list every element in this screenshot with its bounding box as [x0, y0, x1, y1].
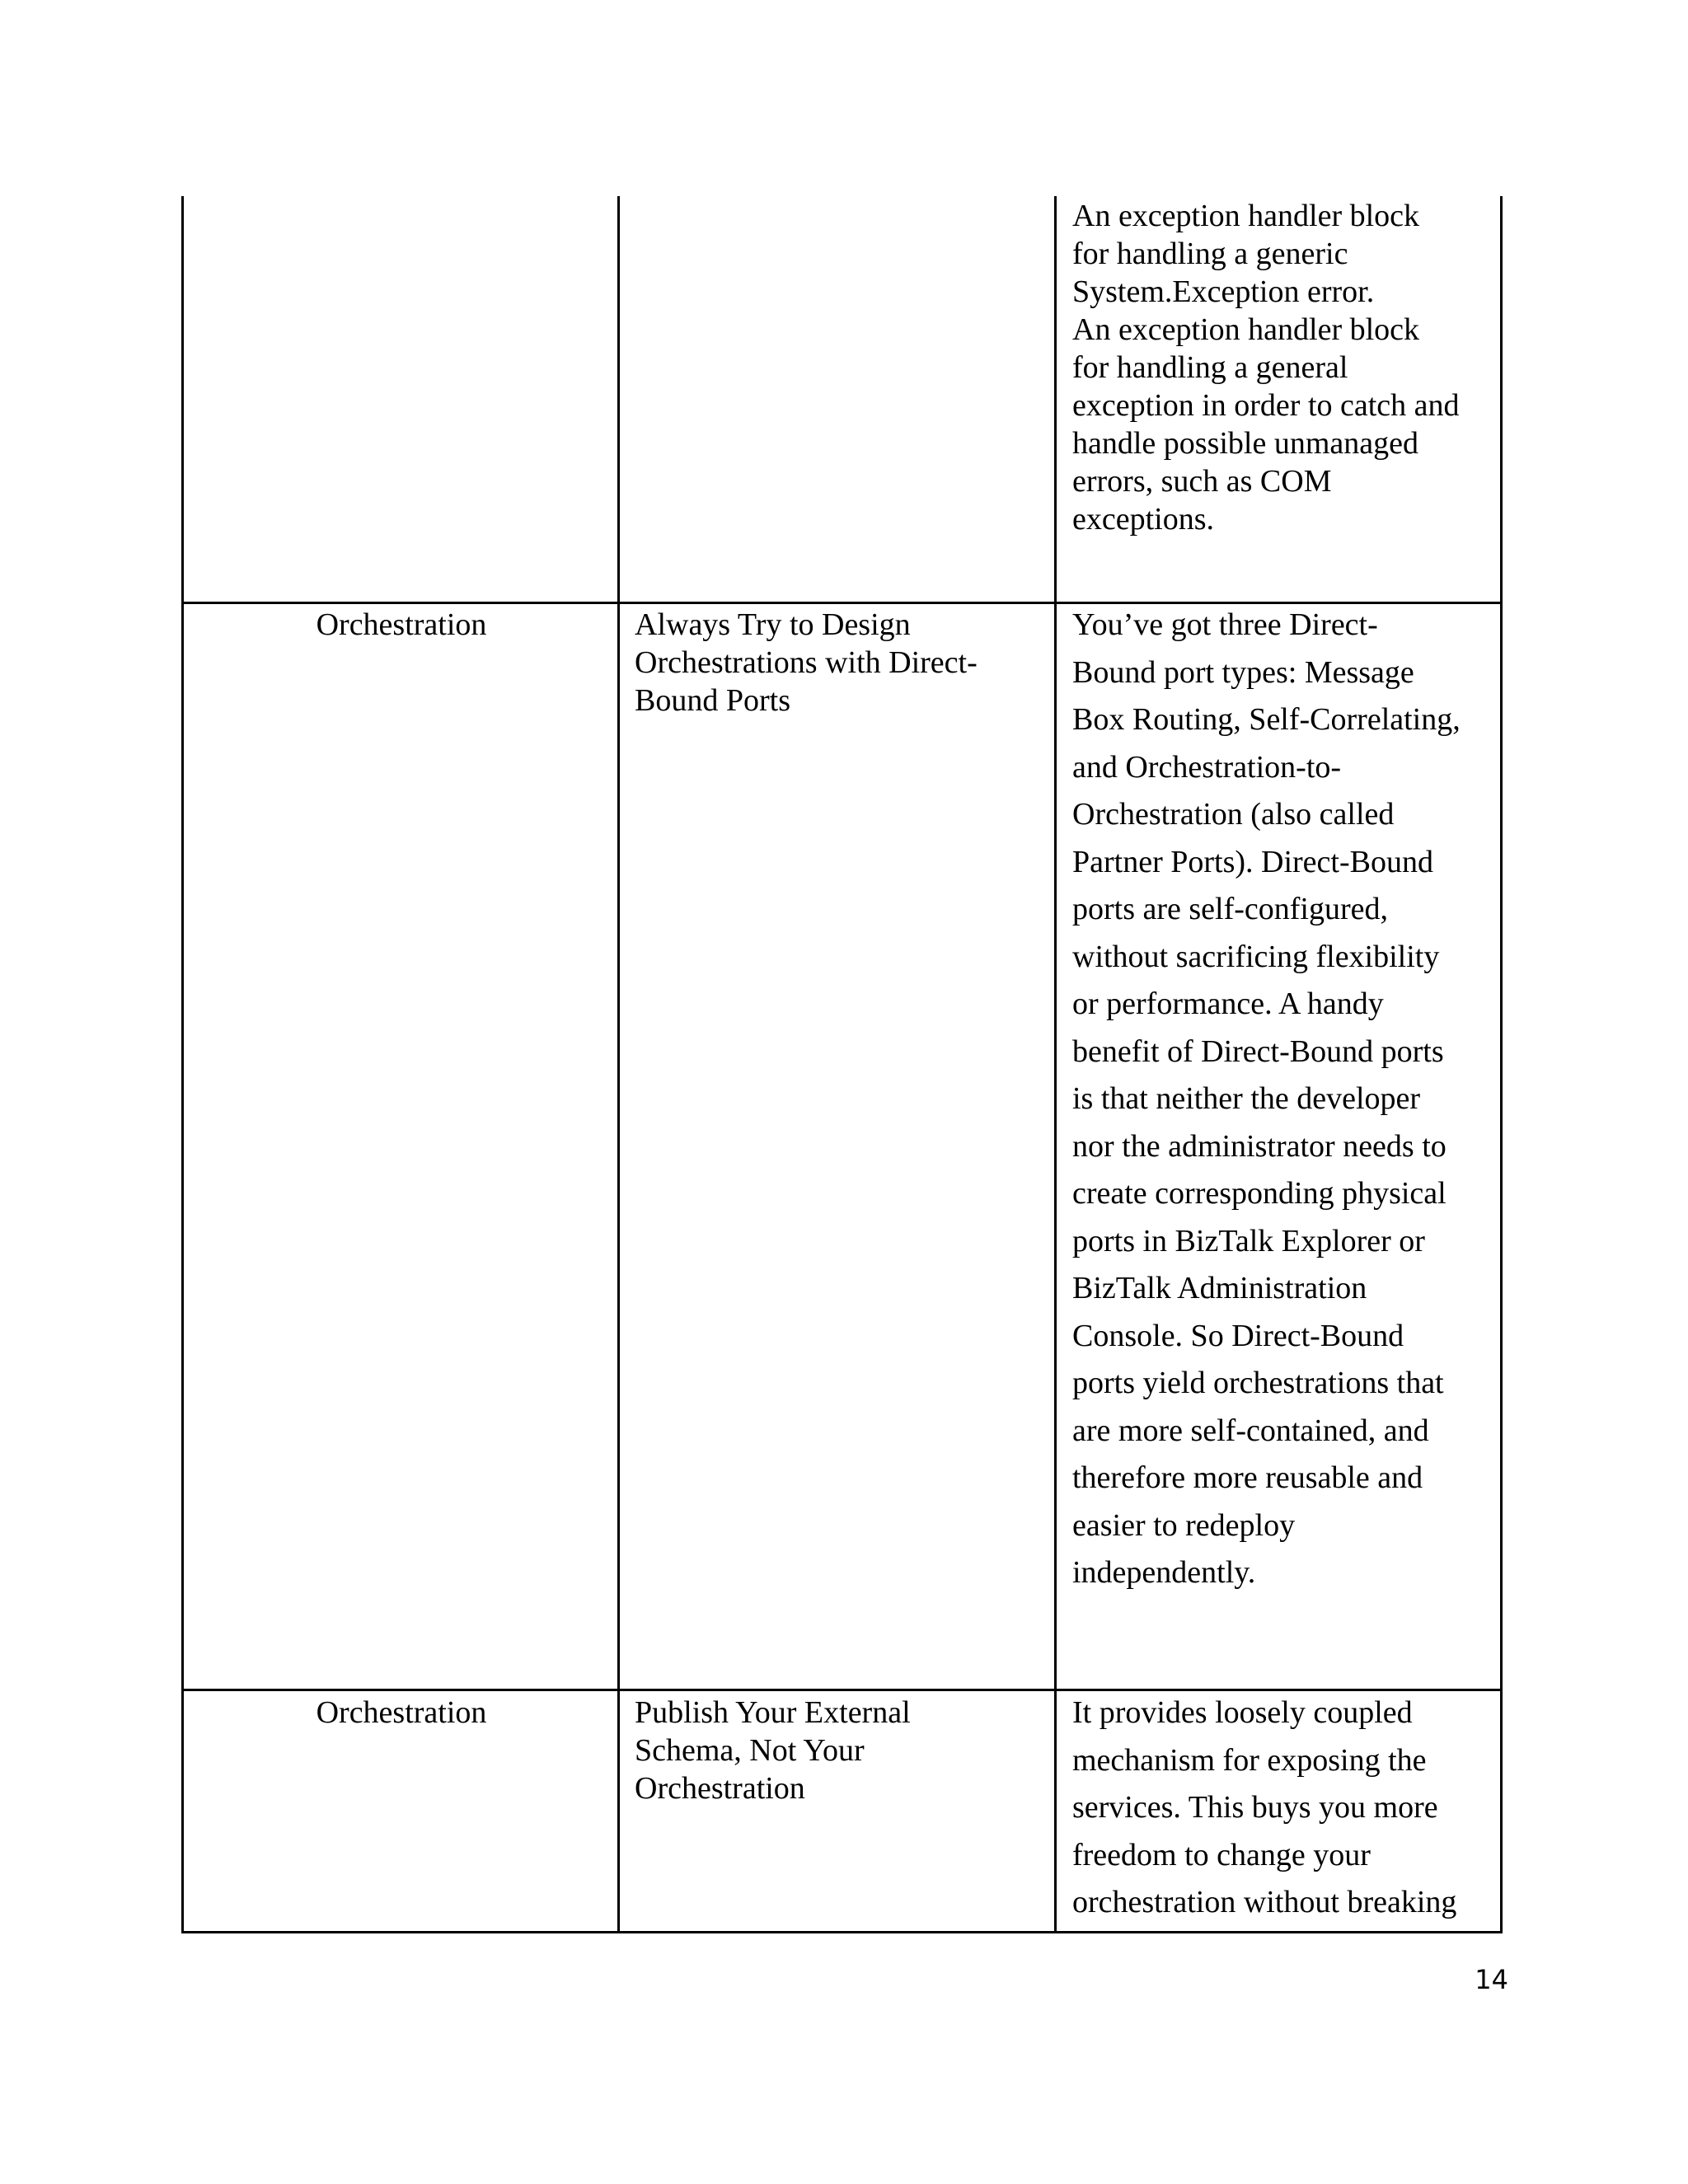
practice-line: Publish Your External: [635, 1695, 911, 1730]
description-line: exceptions.: [1072, 502, 1215, 537]
description-line: independently.: [1072, 1555, 1256, 1590]
column-divider-2: [1054, 196, 1057, 1933]
practice-line: Orchestrations with Direct-: [635, 645, 978, 680]
practice-line: Always Try to Design: [635, 607, 911, 642]
description-line: orchestration without breaking: [1072, 1885, 1457, 1919]
table-border-bottom: [181, 1931, 1503, 1933]
description-line: freedom to change your: [1072, 1837, 1371, 1872]
table-row-2-category: Orchestration: [316, 1695, 487, 1730]
description-line: BizTalk Administration: [1072, 1271, 1367, 1305]
table-row-2-practice: [635, 1694, 911, 1807]
table-row-1-category: Orchestration: [316, 607, 487, 642]
column-divider-1: [617, 196, 620, 1933]
description-line: handle possible unmanaged: [1072, 426, 1419, 461]
description-line: Orchestration (also called: [1072, 797, 1395, 832]
practice-line: Schema, Not Your: [635, 1733, 865, 1768]
description-line: An exception handler block: [1072, 312, 1420, 347]
description-line: create corresponding physical: [1072, 1176, 1447, 1211]
description-line: It provides loosely coupled: [1072, 1695, 1413, 1730]
description-line: Partner Ports). Direct-Bound: [1072, 844, 1433, 879]
description-line: mechanism for exposing the: [1072, 1742, 1427, 1778]
description-line: is that neither the developer: [1072, 1081, 1421, 1116]
table-border-right: [1500, 196, 1503, 1933]
table-row-1-description: [1072, 602, 1461, 1597]
description-line: without sacrificing flexibility: [1072, 939, 1440, 974]
table-row-continued-description: [1072, 197, 1460, 538]
description-line: and Orchestration-to-: [1072, 749, 1342, 785]
description-line: ports yield orchestrations that: [1072, 1366, 1444, 1400]
table-row-1-practice: [635, 606, 978, 719]
description-line: Bound port types: Message: [1072, 654, 1414, 690]
description-line: for handling a generic: [1072, 237, 1348, 271]
description-line: Console. So Direct-Bound: [1072, 1318, 1404, 1353]
description-line: exception in order to catch and: [1072, 388, 1460, 423]
description-line: ports in BizTalk Explorer or: [1072, 1223, 1425, 1258]
table-row-2-description: [1072, 1690, 1456, 1927]
description-line: System.Exception error.: [1072, 274, 1375, 309]
table-border-left: [181, 196, 184, 1933]
description-line: for handling a general: [1072, 350, 1348, 385]
description-line: services. This buys you more: [1072, 1790, 1438, 1825]
description-line: or performance. A handy: [1072, 987, 1384, 1021]
description-line: ports are self-configured,: [1072, 892, 1389, 926]
description-line: Box Routing, Self-Correlating,: [1072, 702, 1461, 737]
description-line: You’ve got three Direct-: [1072, 607, 1378, 642]
description-line: An exception handler block: [1072, 199, 1420, 233]
practice-line: Orchestration: [635, 1771, 805, 1806]
description-line: are more self-contained, and: [1072, 1413, 1429, 1448]
description-line: easier to redeploy: [1072, 1507, 1296, 1543]
description-line: benefit of Direct-Bound ports: [1072, 1033, 1444, 1069]
page-number: 14: [1475, 1964, 1508, 1995]
practice-line: Bound Ports: [635, 683, 790, 718]
description-line: therefore more reusable and: [1072, 1460, 1423, 1495]
description-line: errors, such as COM: [1072, 464, 1332, 499]
description-line: nor the administrator needs to: [1072, 1128, 1447, 1164]
